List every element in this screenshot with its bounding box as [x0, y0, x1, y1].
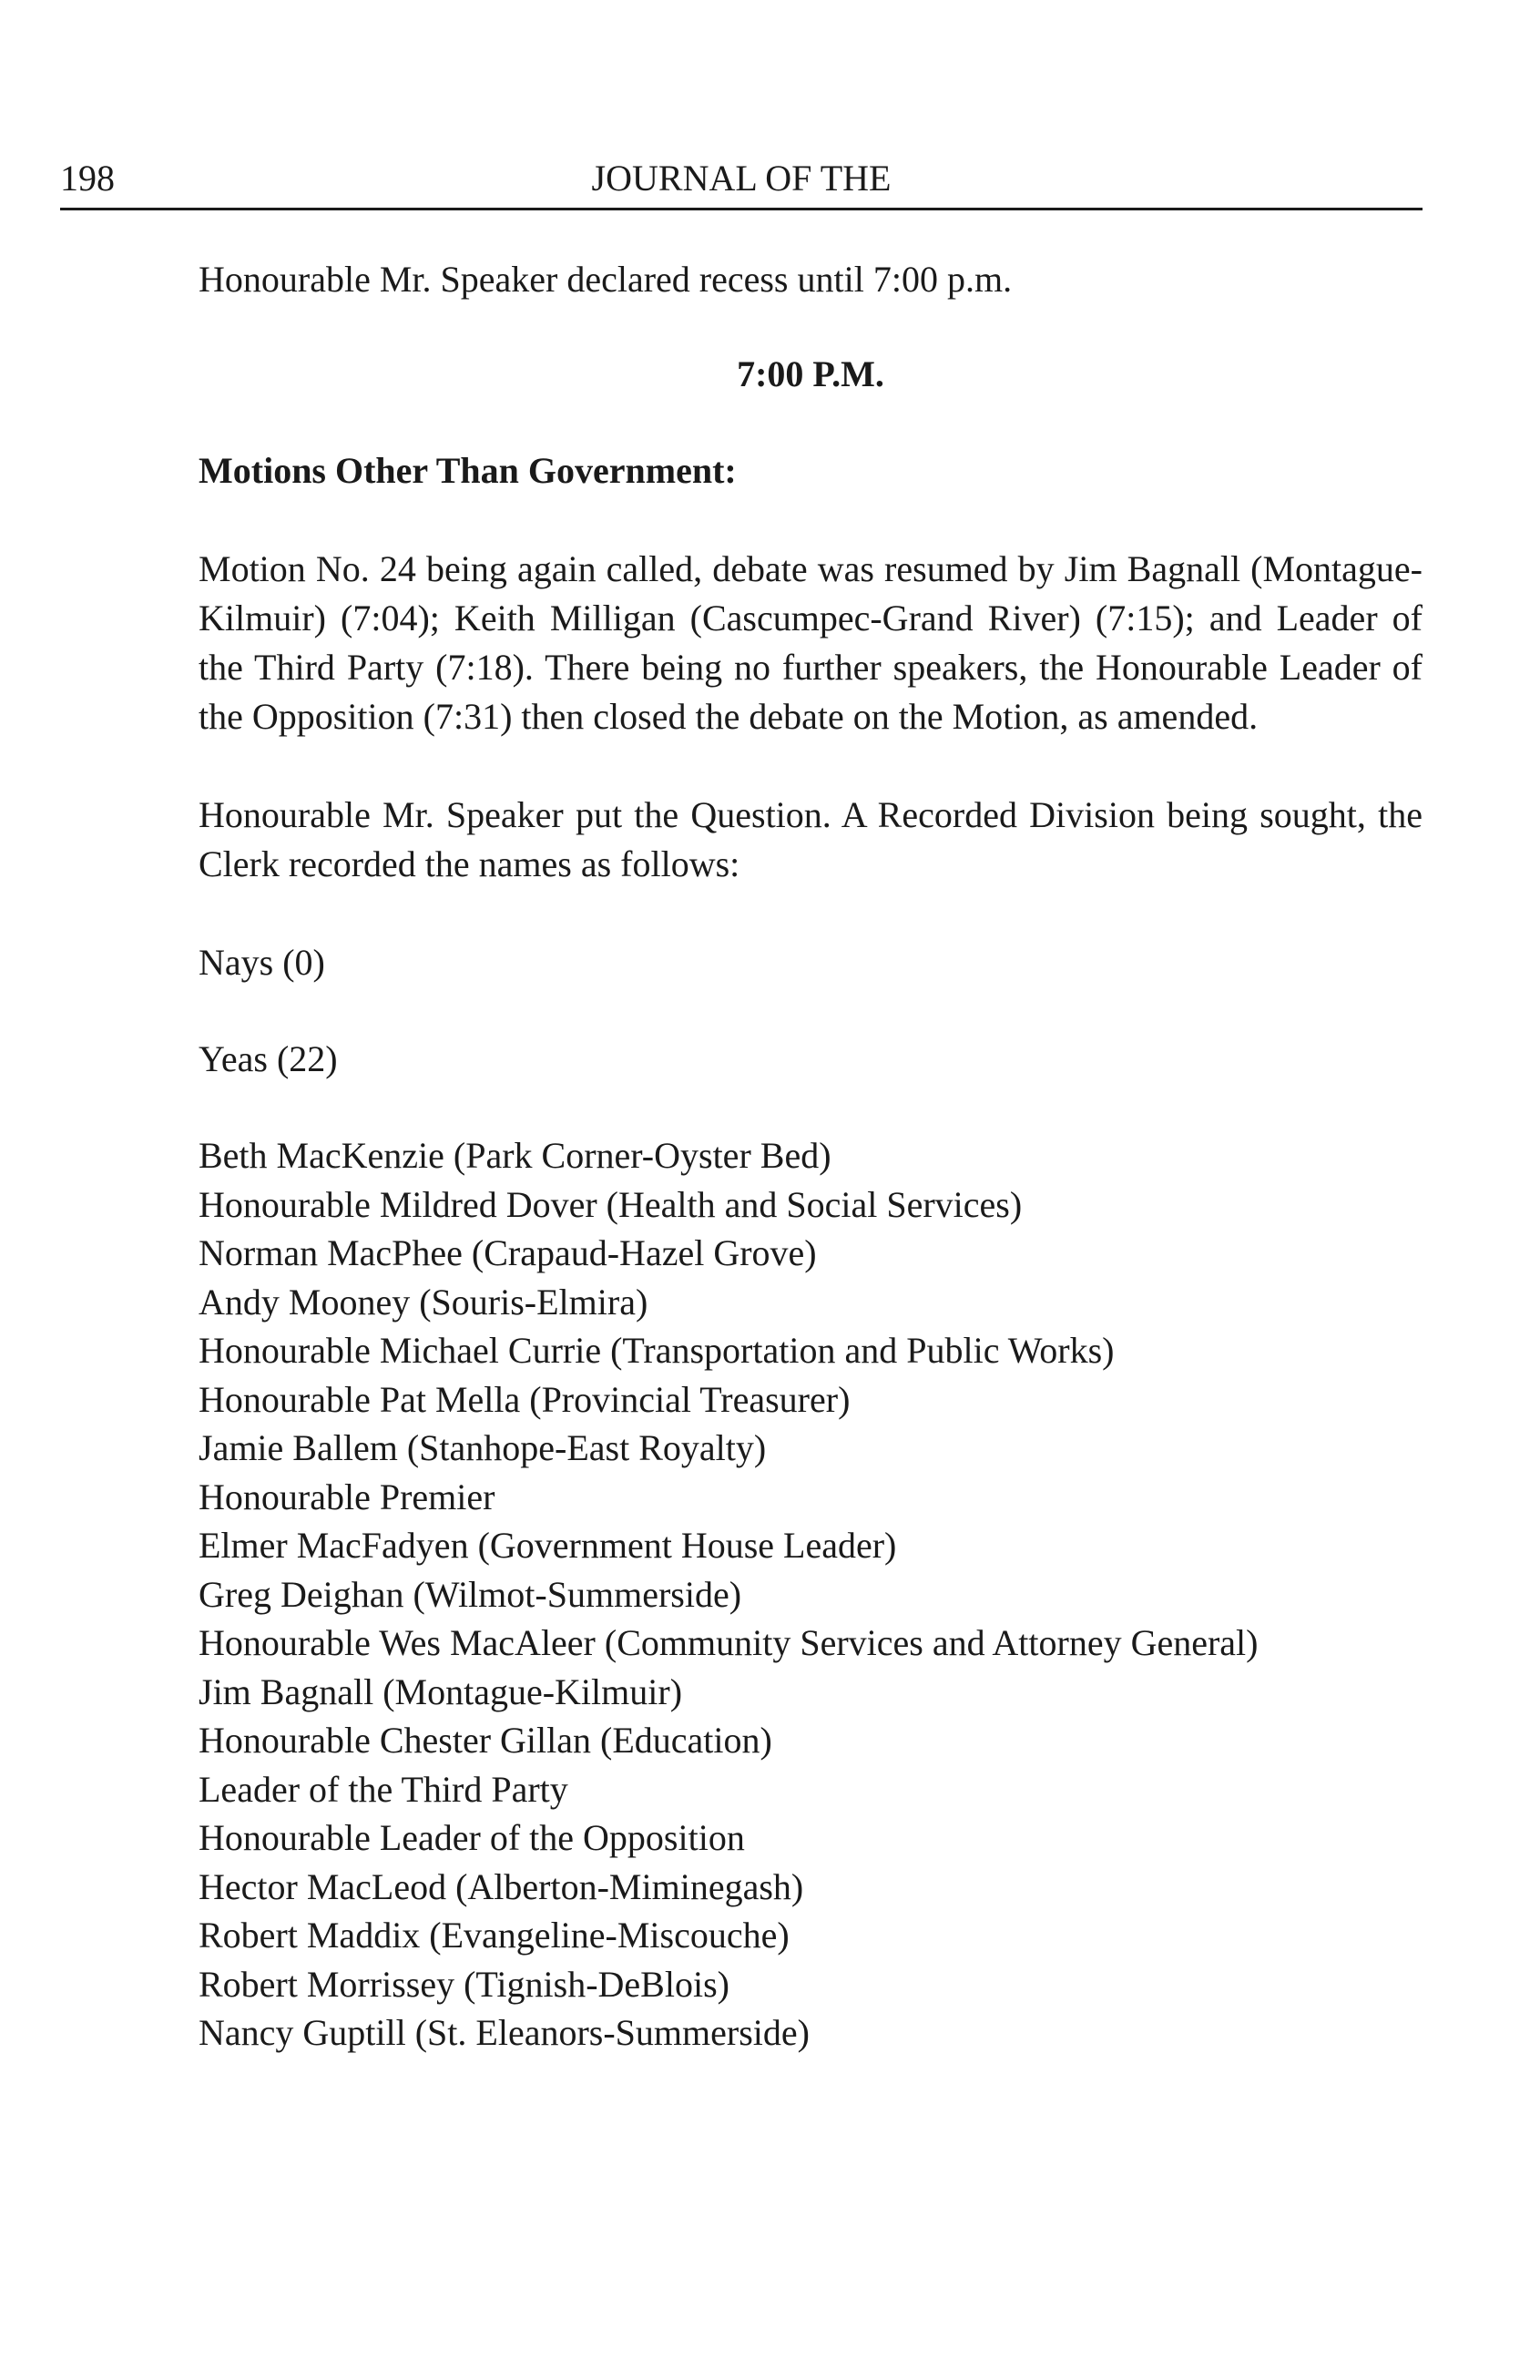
journal-title: JOURNAL OF THE [591, 158, 892, 199]
yeas-label: Yeas (22) [199, 1038, 338, 1079]
list-item: Honourable Michael Currie (Transportation and Public Works) [199, 1330, 1115, 1371]
list-item: Honourable Chester Gillan (Education) [199, 1720, 772, 1761]
list-item: Honourable Leader of the Opposition [199, 1817, 745, 1858]
page-body [199, 255, 1423, 2058]
nays-label: Nays (0) [199, 942, 325, 983]
list-item: Robert Maddix (Evangeline-Miscouche) [199, 1915, 790, 1956]
yeas-name-list [199, 1131, 1423, 2058]
debate-paragraph: Motion No. 24 being again called, debate was resumed by Jim Bagnall (Montague-Kilmuir) (7:04); Keith Milligan (Cascumpec-Grand River) (7:15); and Leader of the Third Party (7:18). There being no further speakers, the Honourable Leader of the Opposition (7:31) then closed the debate on the Motion, as amended. [199, 548, 1423, 737]
list-item: Honourable Mildred Dover (Health and Social Services) [199, 1183, 1023, 1225]
list-item: Andy Mooney (Souris-Elmira) [199, 1281, 648, 1323]
list-item: Honourable Wes MacAleer (Community Services and Attorney General) [199, 1622, 1259, 1663]
header-rule [60, 208, 1423, 210]
page-number: 198 [60, 158, 115, 199]
list-item: Beth MacKenzie (Park Corner-Oyster Bed) [199, 1135, 831, 1176]
list-item: Jim Bagnall (Montague-Kilmuir) [199, 1670, 683, 1712]
section-heading: Motions Other Than Government: [199, 450, 737, 491]
list-item: Honourable Premier [199, 1476, 495, 1517]
recess-line: Honourable Mr. Speaker declared recess until 7:00 p.m. [199, 259, 1013, 300]
list-item: Hector MacLeod (Alberton-Miminegash) [199, 1865, 804, 1907]
list-item: Nancy Guptill (St. Eleanors-Summerside) [199, 2012, 810, 2053]
list-item: Honourable Pat Mella (Provincial Treasurer) [199, 1378, 851, 1420]
list-item: Norman MacPhee (Crapaud-Hazel Grove) [199, 1232, 817, 1273]
list-item: Greg Deighan (Wilmot-Summerside) [199, 1573, 742, 1615]
list-item: Leader of the Third Party [199, 1768, 568, 1810]
list-item: Robert Morrissey (Tignish-DeBlois) [199, 1963, 729, 2005]
list-item: Elmer MacFadyen (Government House Leader) [199, 1525, 897, 1566]
question-paragraph: Honourable Mr. Speaker put the Question. A Recorded Division being sought, the Clerk recorded the names as follows: [199, 794, 1423, 884]
running-header [60, 153, 1423, 204]
time-heading: 7:00 P.M. [737, 353, 884, 394]
list-item: Jamie Ballem (Stanhope-East Royalty) [199, 1427, 767, 1468]
